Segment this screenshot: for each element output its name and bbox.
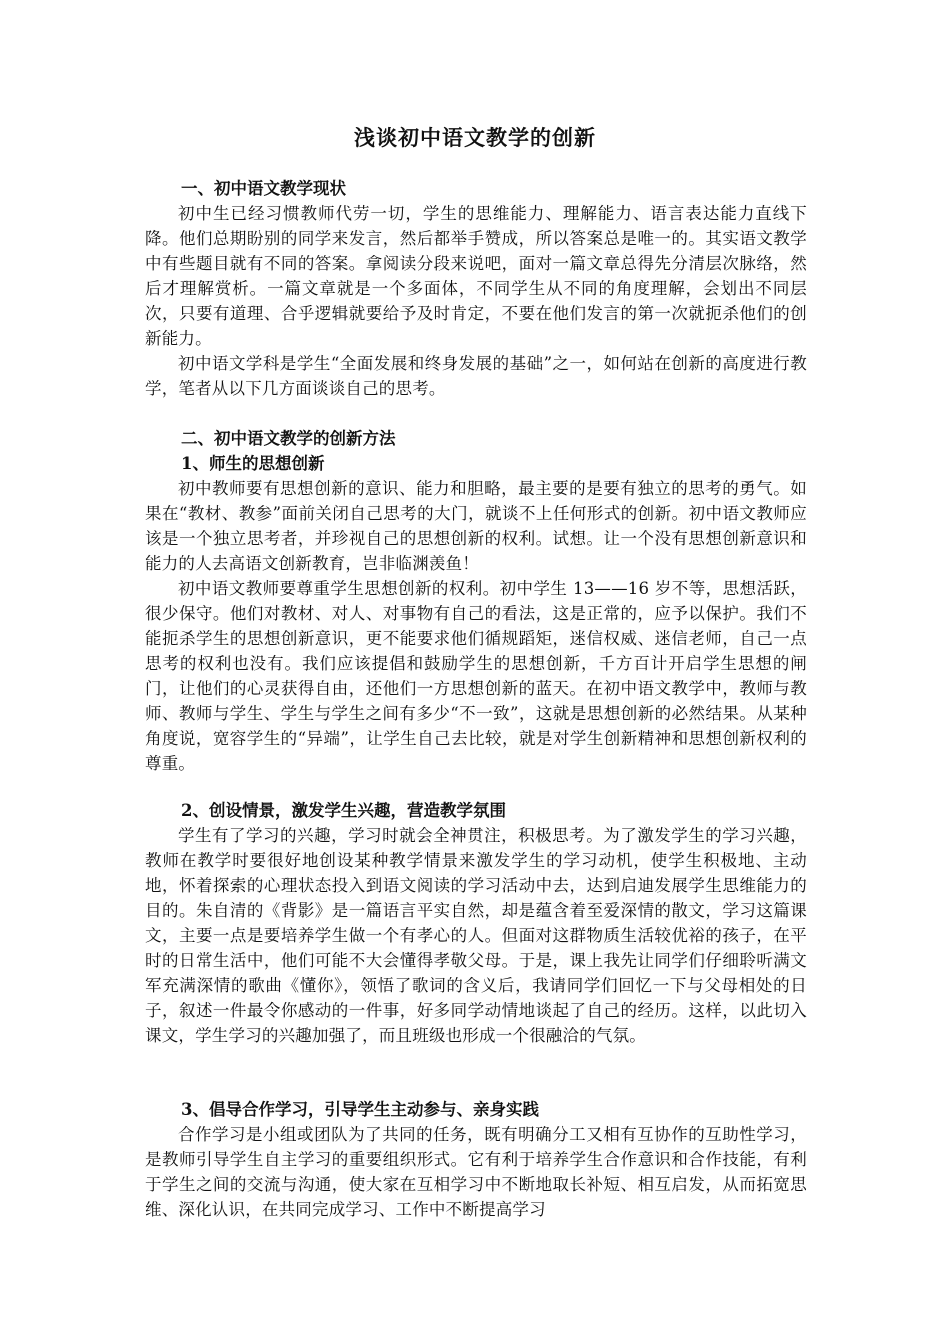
section-cooperative-learning: [145, 1097, 807, 1222]
section-innovation-methods: [145, 426, 807, 776]
paragraph: 初中生已经习惯教师代劳一切，学生的思维能力、理解能力、语言表达能力直线下降。他们总期盼别的同学来发言，然后都举手赞成，所以答案总是唯一的。其实语文教学中有些题目就有不同的答案。拿阅读分段来说吧，面对一篇文章总得先分清层次脉络，然后才理解赏析。一篇文章就是一个多面体，不同学生从不同的角度理解，会划出不同层次，只要有道理、合乎逻辑就要给予及时肯定，不要在他们发言的第一次就扼杀他们的创新能力。: [145, 204, 807, 348]
paragraph: 初中语文学科是学生“全面发展和终身发展的基础”之一，如何站在创新的高度进行教学，笔者从以下几方面谈谈自己的思考。: [145, 354, 807, 398]
section-heading: 一、初中语文教学现状: [181, 179, 346, 198]
paragraph: 初中教师要有思想创新的意识、能力和胆略，最主要的是要有独立的思考的勇气。如果在“教材、教参”面前关闭自己思考的大门，就谈不上任何形式的创新。初中语文教师应该是一个独立思考者，并珍视自己的思想创新的权利。试想。让一个没有思想创新意识和能力的人去高语文创新教育，岂非临渊羡鱼！: [145, 479, 807, 573]
document-title: 浅谈初中语文教学的创新: [354, 125, 596, 150]
section-heading: 二、初中语文教学的创新方法: [181, 429, 396, 448]
section-create-situation: [145, 798, 807, 1048]
subsection-heading: 3、倡导合作学习，引导学生主动参与、亲身实践: [181, 1100, 539, 1119]
paragraph: 学生有了学习的兴趣，学习时就会全神贯注，积极思考。为了激发学生的学习兴趣，教师在教学时要很好地创设某种教学情景来激发学生的学习动机，使学生积极地、主动地，怀着探索的心理状态投入到语文阅读的学习活动中去，达到启迪发展学生思维能力的目的。朱自清的《背影》是一篇语言平实自然，却是蕴含着至爱深情的散文，学习这篇课文，主要一点是要培养学生做一个有孝心的人。但面对这群物质生活较优裕的孩子，在平时的日常生活中，他们可能不大会懂得孝敬父母。于是，课上我先让同学们仔细聆听满文军充满深情的歌曲《懂你》，领悟了歌词的含义后，我请同学们回忆一下与父母相处的日子，叙述一件最令你感动的一件事，好多同学动情地谈起了自己的经历。这样，以此切入课文，学生学习的兴趣加强了，而且班级也形成一个很融洽的气氛。: [145, 826, 807, 1045]
subsection-heading: 2、创设情景，激发学生兴趣，营造教学氛围: [181, 801, 506, 820]
paragraph: 初中语文教师要尊重学生思想创新的权利。初中学生 13——16 岁不等，思想活跃，很少保守。他们对教材、对人、对事物有自己的看法，这是正常的，应予以保护。我们不能扼杀学生的思想创新意识，更不能要求他们循规蹈矩，迷信权威、迷信老师，自己一点思考的权利也没有。我们应该提倡和鼓励学生的思想创新，千方百计开启学生思想的闸门，让他们的心灵获得自由，还他们一方思想创新的蓝天。在初中语文教学中，教师与教师、教师与学生、学生与学生之间有多少“不一致”，这就是思想创新的必然结果。从某种角度说，宽容学生的“异端”，让学生自己去比较，就是对学生创新精神和思想创新权利的尊重。: [145, 579, 807, 773]
paragraph: 合作学习是小组或团队为了共同的任务，既有明确分工又相有互协作的互助性学习，是教师引导学生自主学习的重要组织形式。它有利于培养学生合作意识和合作技能，有利于学生之间的交流与沟通，使大家在互相学习中不断地取长补短、相互启发，从而拓宽思维、深化认识，在共同完成学习、工作中不断提高学习: [145, 1125, 807, 1219]
section-current-status: [145, 176, 807, 401]
subsection-heading: 1、师生的思想创新: [181, 454, 325, 473]
